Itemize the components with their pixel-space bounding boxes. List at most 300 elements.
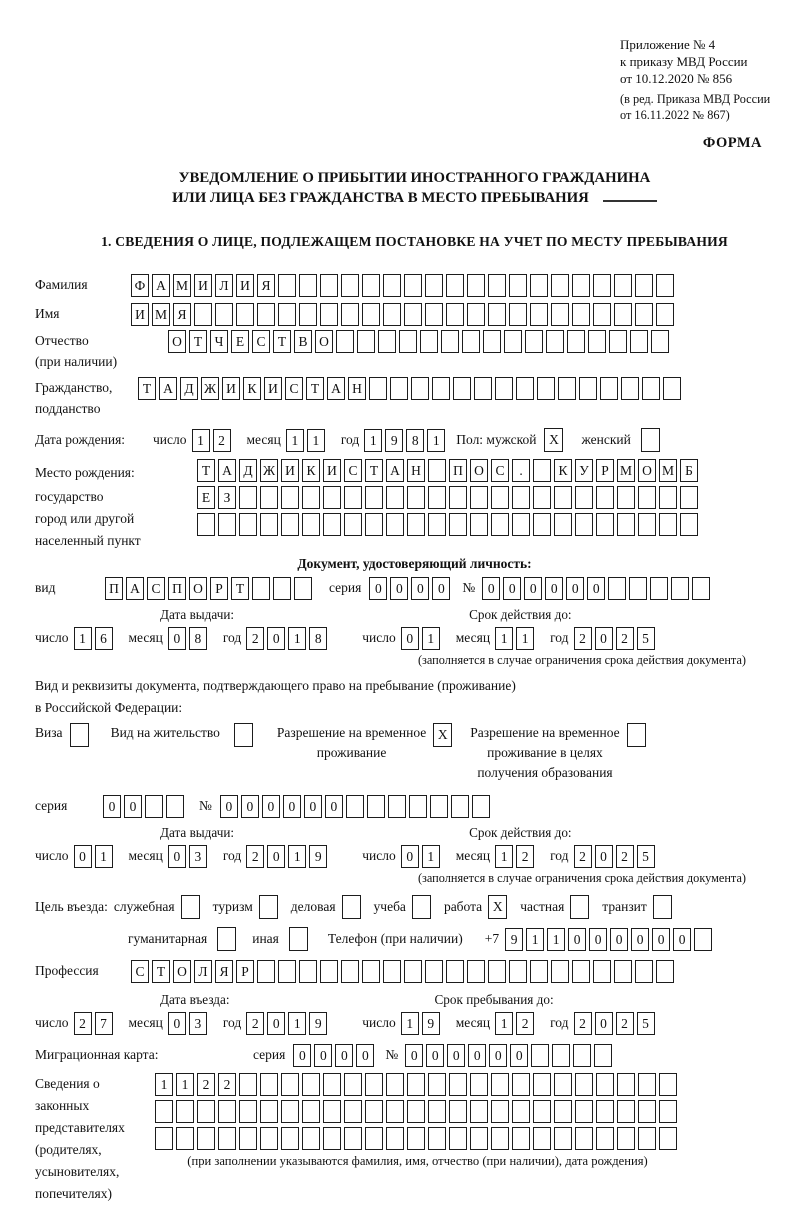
char-cell[interactable] <box>362 960 380 983</box>
char-cell[interactable]: Т <box>138 377 156 400</box>
char-cell[interactable]: Л <box>215 274 233 297</box>
char-cell[interactable]: 9 <box>309 845 327 868</box>
char-cell[interactable] <box>614 303 632 326</box>
char-cell[interactable]: 0 <box>262 795 280 818</box>
char-cell[interactable]: Ф <box>131 274 149 297</box>
char-cell[interactable] <box>390 377 408 400</box>
char-cell[interactable]: 1 <box>288 627 306 650</box>
char-cell[interactable]: Я <box>215 960 233 983</box>
char-cell[interactable]: Т <box>365 459 383 482</box>
char-cell[interactable]: 0 <box>524 577 542 600</box>
char-cell[interactable]: 2 <box>246 1012 264 1035</box>
purpose-study-checkbox[interactable] <box>412 895 431 919</box>
char-cell[interactable]: 7 <box>95 1012 113 1035</box>
char-cell[interactable] <box>273 577 291 600</box>
char-cell[interactable] <box>215 303 233 326</box>
char-cell[interactable] <box>407 1073 425 1096</box>
char-cell[interactable] <box>386 513 404 536</box>
char-cell[interactable]: А <box>218 459 236 482</box>
char-cell[interactable] <box>614 960 632 983</box>
char-cell[interactable]: 0 <box>610 928 628 951</box>
char-cell[interactable]: П <box>105 577 123 600</box>
char-cell[interactable] <box>554 1100 572 1123</box>
char-cell[interactable]: 0 <box>267 627 285 650</box>
char-cell[interactable] <box>512 1073 530 1096</box>
char-cell[interactable]: 5 <box>637 845 655 868</box>
char-cell[interactable] <box>386 1127 404 1150</box>
char-cell[interactable] <box>386 486 404 509</box>
char-cell[interactable] <box>218 1127 236 1150</box>
char-cell[interactable] <box>155 1127 173 1150</box>
char-cell[interactable]: 0 <box>74 845 92 868</box>
char-cell[interactable]: 2 <box>574 627 592 650</box>
char-cell[interactable]: 3 <box>189 845 207 868</box>
char-cell[interactable] <box>299 303 317 326</box>
char-cell[interactable]: 2 <box>213 429 231 452</box>
char-cell[interactable] <box>197 513 215 536</box>
char-cell[interactable]: 2 <box>574 1012 592 1035</box>
char-cell[interactable] <box>533 1073 551 1096</box>
char-cell[interactable] <box>260 1127 278 1150</box>
char-cell[interactable] <box>650 577 668 600</box>
birthplace-row2-cells[interactable] <box>197 486 701 509</box>
char-cell[interactable] <box>630 330 648 353</box>
char-cell[interactable] <box>362 274 380 297</box>
char-cell[interactable] <box>596 1100 614 1123</box>
migration-series-cells[interactable] <box>293 1044 377 1067</box>
char-cell[interactable]: 0 <box>325 795 343 818</box>
char-cell[interactable] <box>516 377 534 400</box>
char-cell[interactable] <box>365 1100 383 1123</box>
char-cell[interactable] <box>239 1127 257 1150</box>
char-cell[interactable] <box>294 577 312 600</box>
char-cell[interactable] <box>302 486 320 509</box>
char-cell[interactable]: 0 <box>595 1012 613 1035</box>
char-cell[interactable]: С <box>344 459 362 482</box>
char-cell[interactable] <box>552 1044 570 1067</box>
char-cell[interactable]: У <box>575 459 593 482</box>
char-cell[interactable]: И <box>222 377 240 400</box>
char-cell[interactable] <box>365 513 383 536</box>
char-cell[interactable] <box>512 1100 530 1123</box>
char-cell[interactable] <box>428 1100 446 1123</box>
char-cell[interactable] <box>176 1127 194 1150</box>
until-day-cells[interactable] <box>401 1012 443 1035</box>
char-cell[interactable] <box>378 330 396 353</box>
char-cell[interactable] <box>638 1073 656 1096</box>
char-cell[interactable] <box>383 960 401 983</box>
char-cell[interactable] <box>323 513 341 536</box>
char-cell[interactable]: 1 <box>422 845 440 868</box>
char-cell[interactable] <box>166 795 184 818</box>
char-cell[interactable]: 0 <box>589 928 607 951</box>
char-cell[interactable] <box>323 1073 341 1096</box>
char-cell[interactable] <box>257 303 275 326</box>
char-cell[interactable] <box>680 513 698 536</box>
char-cell[interactable]: Ч <box>210 330 228 353</box>
char-cell[interactable]: 2 <box>616 1012 634 1035</box>
char-cell[interactable]: 0 <box>293 1044 311 1067</box>
char-cell[interactable]: И <box>131 303 149 326</box>
char-cell[interactable]: 2 <box>246 845 264 868</box>
char-cell[interactable]: 1 <box>192 429 210 452</box>
char-cell[interactable]: 2 <box>616 627 634 650</box>
char-cell[interactable]: 1 <box>495 627 513 650</box>
char-cell[interactable] <box>588 330 606 353</box>
char-cell[interactable]: С <box>252 330 270 353</box>
rvp-checkbox[interactable]: X <box>433 723 452 747</box>
char-cell[interactable]: . <box>512 459 530 482</box>
char-cell[interactable]: И <box>281 459 299 482</box>
char-cell[interactable] <box>663 377 681 400</box>
char-cell[interactable] <box>608 577 626 600</box>
char-cell[interactable]: 1 <box>495 1012 513 1035</box>
char-cell[interactable]: М <box>173 274 191 297</box>
char-cell[interactable]: 1 <box>364 429 382 452</box>
char-cell[interactable] <box>617 1100 635 1123</box>
char-cell[interactable]: 0 <box>401 845 419 868</box>
char-cell[interactable] <box>594 1044 612 1067</box>
char-cell[interactable] <box>472 795 490 818</box>
char-cell[interactable] <box>491 1127 509 1150</box>
residence-issue-year-cells[interactable] <box>246 845 330 868</box>
char-cell[interactable] <box>320 274 338 297</box>
char-cell[interactable] <box>302 1127 320 1150</box>
char-cell[interactable] <box>491 486 509 509</box>
char-cell[interactable]: О <box>638 459 656 482</box>
char-cell[interactable]: 0 <box>426 1044 444 1067</box>
char-cell[interactable]: Р <box>596 459 614 482</box>
char-cell[interactable]: Т <box>152 960 170 983</box>
char-cell[interactable] <box>341 303 359 326</box>
char-cell[interactable]: И <box>194 274 212 297</box>
residence-issue-day-cells[interactable] <box>74 845 116 868</box>
char-cell[interactable] <box>369 377 387 400</box>
char-cell[interactable] <box>407 1127 425 1150</box>
char-cell[interactable] <box>407 1100 425 1123</box>
char-cell[interactable] <box>617 486 635 509</box>
char-cell[interactable]: 1 <box>155 1073 173 1096</box>
char-cell[interactable] <box>659 513 677 536</box>
char-cell[interactable]: С <box>131 960 149 983</box>
char-cell[interactable] <box>546 330 564 353</box>
char-cell[interactable] <box>567 330 585 353</box>
char-cell[interactable] <box>320 960 338 983</box>
char-cell[interactable]: 1 <box>176 1073 194 1096</box>
identity-issue-year-cells[interactable] <box>246 627 330 650</box>
char-cell[interactable] <box>145 795 163 818</box>
char-cell[interactable] <box>446 274 464 297</box>
char-cell[interactable] <box>176 1100 194 1123</box>
char-cell[interactable]: 2 <box>516 845 534 868</box>
char-cell[interactable] <box>420 330 438 353</box>
char-cell[interactable]: 0 <box>568 928 586 951</box>
char-cell[interactable] <box>558 377 576 400</box>
char-cell[interactable] <box>491 513 509 536</box>
char-cell[interactable] <box>530 274 548 297</box>
char-cell[interactable] <box>365 1073 383 1096</box>
char-cell[interactable]: А <box>386 459 404 482</box>
char-cell[interactable]: 2 <box>516 1012 534 1035</box>
char-cell[interactable]: А <box>126 577 144 600</box>
char-cell[interactable]: 0 <box>267 845 285 868</box>
char-cell[interactable] <box>533 1100 551 1123</box>
char-cell[interactable] <box>344 513 362 536</box>
char-cell[interactable] <box>551 274 569 297</box>
char-cell[interactable]: 0 <box>168 845 186 868</box>
char-cell[interactable] <box>323 486 341 509</box>
char-cell[interactable] <box>596 1127 614 1150</box>
char-cell[interactable]: 0 <box>595 845 613 868</box>
char-cell[interactable] <box>600 377 618 400</box>
char-cell[interactable] <box>572 274 590 297</box>
place-type-blank[interactable] <box>603 190 657 202</box>
char-cell[interactable] <box>302 513 320 536</box>
identity-expiry-month-cells[interactable] <box>495 627 537 650</box>
sex-male-checkbox[interactable]: X <box>544 428 563 452</box>
char-cell[interactable] <box>281 1127 299 1150</box>
char-cell[interactable] <box>299 960 317 983</box>
char-cell[interactable] <box>357 330 375 353</box>
char-cell[interactable]: 0 <box>652 928 670 951</box>
char-cell[interactable] <box>488 303 506 326</box>
char-cell[interactable] <box>651 330 669 353</box>
char-cell[interactable] <box>614 274 632 297</box>
char-cell[interactable] <box>671 577 689 600</box>
char-cell[interactable] <box>425 274 443 297</box>
char-cell[interactable]: 0 <box>369 577 387 600</box>
char-cell[interactable] <box>470 513 488 536</box>
char-cell[interactable] <box>236 303 254 326</box>
char-cell[interactable] <box>467 303 485 326</box>
char-cell[interactable]: 0 <box>447 1044 465 1067</box>
char-cell[interactable] <box>572 303 590 326</box>
char-cell[interactable]: Н <box>348 377 366 400</box>
char-cell[interactable]: О <box>173 960 191 983</box>
char-cell[interactable] <box>260 1073 278 1096</box>
char-cell[interactable] <box>432 377 450 400</box>
purpose-work-checkbox[interactable]: X <box>488 895 507 919</box>
char-cell[interactable] <box>386 1073 404 1096</box>
char-cell[interactable] <box>404 960 422 983</box>
purpose-other-checkbox[interactable] <box>289 927 308 951</box>
char-cell[interactable]: О <box>315 330 333 353</box>
char-cell[interactable] <box>533 513 551 536</box>
char-cell[interactable] <box>383 274 401 297</box>
char-cell[interactable]: 0 <box>401 627 419 650</box>
char-cell[interactable] <box>260 486 278 509</box>
char-cell[interactable]: 0 <box>390 577 408 600</box>
char-cell[interactable] <box>239 486 257 509</box>
char-cell[interactable] <box>638 1127 656 1150</box>
surname-cells[interactable] <box>131 274 677 297</box>
char-cell[interactable]: А <box>327 377 345 400</box>
char-cell[interactable] <box>344 1127 362 1150</box>
char-cell[interactable] <box>512 1127 530 1150</box>
profession-cells[interactable] <box>131 960 677 983</box>
char-cell[interactable] <box>609 330 627 353</box>
char-cell[interactable] <box>239 1073 257 1096</box>
char-cell[interactable]: Я <box>173 303 191 326</box>
char-cell[interactable] <box>680 486 698 509</box>
char-cell[interactable]: 0 <box>673 928 691 951</box>
identity-series-cells[interactable] <box>369 577 453 600</box>
char-cell[interactable] <box>593 303 611 326</box>
char-cell[interactable]: 1 <box>401 1012 419 1035</box>
char-cell[interactable] <box>197 1100 215 1123</box>
char-cell[interactable] <box>462 330 480 353</box>
char-cell[interactable]: Т <box>273 330 291 353</box>
char-cell[interactable] <box>362 303 380 326</box>
char-cell[interactable] <box>323 1100 341 1123</box>
char-cell[interactable]: 0 <box>566 577 584 600</box>
char-cell[interactable]: 0 <box>103 795 121 818</box>
char-cell[interactable] <box>642 377 660 400</box>
char-cell[interactable] <box>407 513 425 536</box>
char-cell[interactable] <box>428 486 446 509</box>
char-cell[interactable]: 9 <box>422 1012 440 1035</box>
char-cell[interactable] <box>617 1073 635 1096</box>
char-cell[interactable]: 0 <box>283 795 301 818</box>
char-cell[interactable]: 0 <box>314 1044 332 1067</box>
representatives-row1-cells[interactable] <box>155 1073 680 1096</box>
char-cell[interactable]: 0 <box>220 795 238 818</box>
char-cell[interactable] <box>593 274 611 297</box>
char-cell[interactable]: 0 <box>124 795 142 818</box>
char-cell[interactable] <box>659 1127 677 1150</box>
identity-issue-day-cells[interactable] <box>74 627 116 650</box>
char-cell[interactable] <box>491 1100 509 1123</box>
entry-month-cells[interactable] <box>168 1012 210 1035</box>
char-cell[interactable]: А <box>152 274 170 297</box>
char-cell[interactable]: 2 <box>574 845 592 868</box>
char-cell[interactable] <box>512 486 530 509</box>
char-cell[interactable]: Р <box>210 577 228 600</box>
char-cell[interactable] <box>344 1073 362 1096</box>
char-cell[interactable]: 1 <box>288 845 306 868</box>
identity-number-cells[interactable] <box>482 577 713 600</box>
entry-year-cells[interactable] <box>246 1012 330 1035</box>
char-cell[interactable] <box>467 274 485 297</box>
representatives-row2-cells[interactable] <box>155 1100 680 1123</box>
char-cell[interactable]: Т <box>197 459 215 482</box>
char-cell[interactable] <box>239 513 257 536</box>
char-cell[interactable] <box>495 377 513 400</box>
char-cell[interactable] <box>404 303 422 326</box>
char-cell[interactable] <box>346 795 364 818</box>
char-cell[interactable] <box>575 513 593 536</box>
char-cell[interactable] <box>409 795 427 818</box>
char-cell[interactable] <box>218 1100 236 1123</box>
char-cell[interactable]: 0 <box>587 577 605 600</box>
char-cell[interactable]: С <box>285 377 303 400</box>
char-cell[interactable] <box>302 1073 320 1096</box>
char-cell[interactable] <box>488 960 506 983</box>
char-cell[interactable] <box>218 513 236 536</box>
char-cell[interactable] <box>446 303 464 326</box>
residence-expiry-month-cells[interactable] <box>495 845 537 868</box>
char-cell[interactable]: 0 <box>241 795 259 818</box>
char-cell[interactable]: 8 <box>189 627 207 650</box>
char-cell[interactable]: М <box>659 459 677 482</box>
residence-expiry-year-cells[interactable] <box>574 845 658 868</box>
char-cell[interactable]: 9 <box>505 928 523 951</box>
char-cell[interactable]: Я <box>257 274 275 297</box>
char-cell[interactable]: 9 <box>309 1012 327 1035</box>
char-cell[interactable] <box>383 303 401 326</box>
char-cell[interactable] <box>531 1044 549 1067</box>
char-cell[interactable] <box>491 1073 509 1096</box>
char-cell[interactable] <box>509 960 527 983</box>
residence-number-cells[interactable] <box>220 795 493 818</box>
char-cell[interactable] <box>525 330 543 353</box>
char-cell[interactable]: 8 <box>309 627 327 650</box>
char-cell[interactable] <box>635 274 653 297</box>
purpose-commercial-checkbox[interactable] <box>342 895 361 919</box>
char-cell[interactable]: 2 <box>197 1073 215 1096</box>
char-cell[interactable] <box>197 1127 215 1150</box>
char-cell[interactable] <box>635 303 653 326</box>
char-cell[interactable]: С <box>147 577 165 600</box>
char-cell[interactable] <box>449 513 467 536</box>
char-cell[interactable] <box>554 486 572 509</box>
until-year-cells[interactable] <box>574 1012 658 1035</box>
char-cell[interactable] <box>509 303 527 326</box>
char-cell[interactable]: И <box>323 459 341 482</box>
char-cell[interactable]: 0 <box>482 577 500 600</box>
char-cell[interactable] <box>593 960 611 983</box>
char-cell[interactable]: Р <box>236 960 254 983</box>
char-cell[interactable] <box>692 577 710 600</box>
char-cell[interactable] <box>302 1100 320 1123</box>
char-cell[interactable] <box>470 1127 488 1150</box>
char-cell[interactable]: Н <box>407 459 425 482</box>
char-cell[interactable]: З <box>218 486 236 509</box>
char-cell[interactable] <box>365 1127 383 1150</box>
entry-day-cells[interactable] <box>74 1012 116 1035</box>
char-cell[interactable] <box>278 960 296 983</box>
char-cell[interactable] <box>554 1127 572 1150</box>
char-cell[interactable]: 0 <box>545 577 563 600</box>
purpose-transit-checkbox[interactable] <box>653 895 672 919</box>
char-cell[interactable] <box>386 1100 404 1123</box>
char-cell[interactable]: 0 <box>405 1044 423 1067</box>
birthdate-year-cells[interactable] <box>364 429 448 452</box>
char-cell[interactable] <box>554 1073 572 1096</box>
char-cell[interactable] <box>260 513 278 536</box>
char-cell[interactable]: 1 <box>516 627 534 650</box>
char-cell[interactable] <box>467 960 485 983</box>
char-cell[interactable]: 8 <box>406 429 424 452</box>
char-cell[interactable] <box>530 960 548 983</box>
char-cell[interactable] <box>537 377 555 400</box>
birthdate-month-cells[interactable] <box>286 429 328 452</box>
char-cell[interactable] <box>474 377 492 400</box>
char-cell[interactable] <box>278 274 296 297</box>
char-cell[interactable] <box>509 274 527 297</box>
char-cell[interactable]: Л <box>194 960 212 983</box>
residence-expiry-day-cells[interactable] <box>401 845 443 868</box>
char-cell[interactable] <box>530 303 548 326</box>
char-cell[interactable]: 1 <box>288 1012 306 1035</box>
char-cell[interactable] <box>638 486 656 509</box>
char-cell[interactable] <box>659 1073 677 1096</box>
char-cell[interactable]: О <box>470 459 488 482</box>
char-cell[interactable] <box>617 1127 635 1150</box>
char-cell[interactable]: Ж <box>260 459 278 482</box>
char-cell[interactable] <box>425 303 443 326</box>
char-cell[interactable] <box>428 513 446 536</box>
